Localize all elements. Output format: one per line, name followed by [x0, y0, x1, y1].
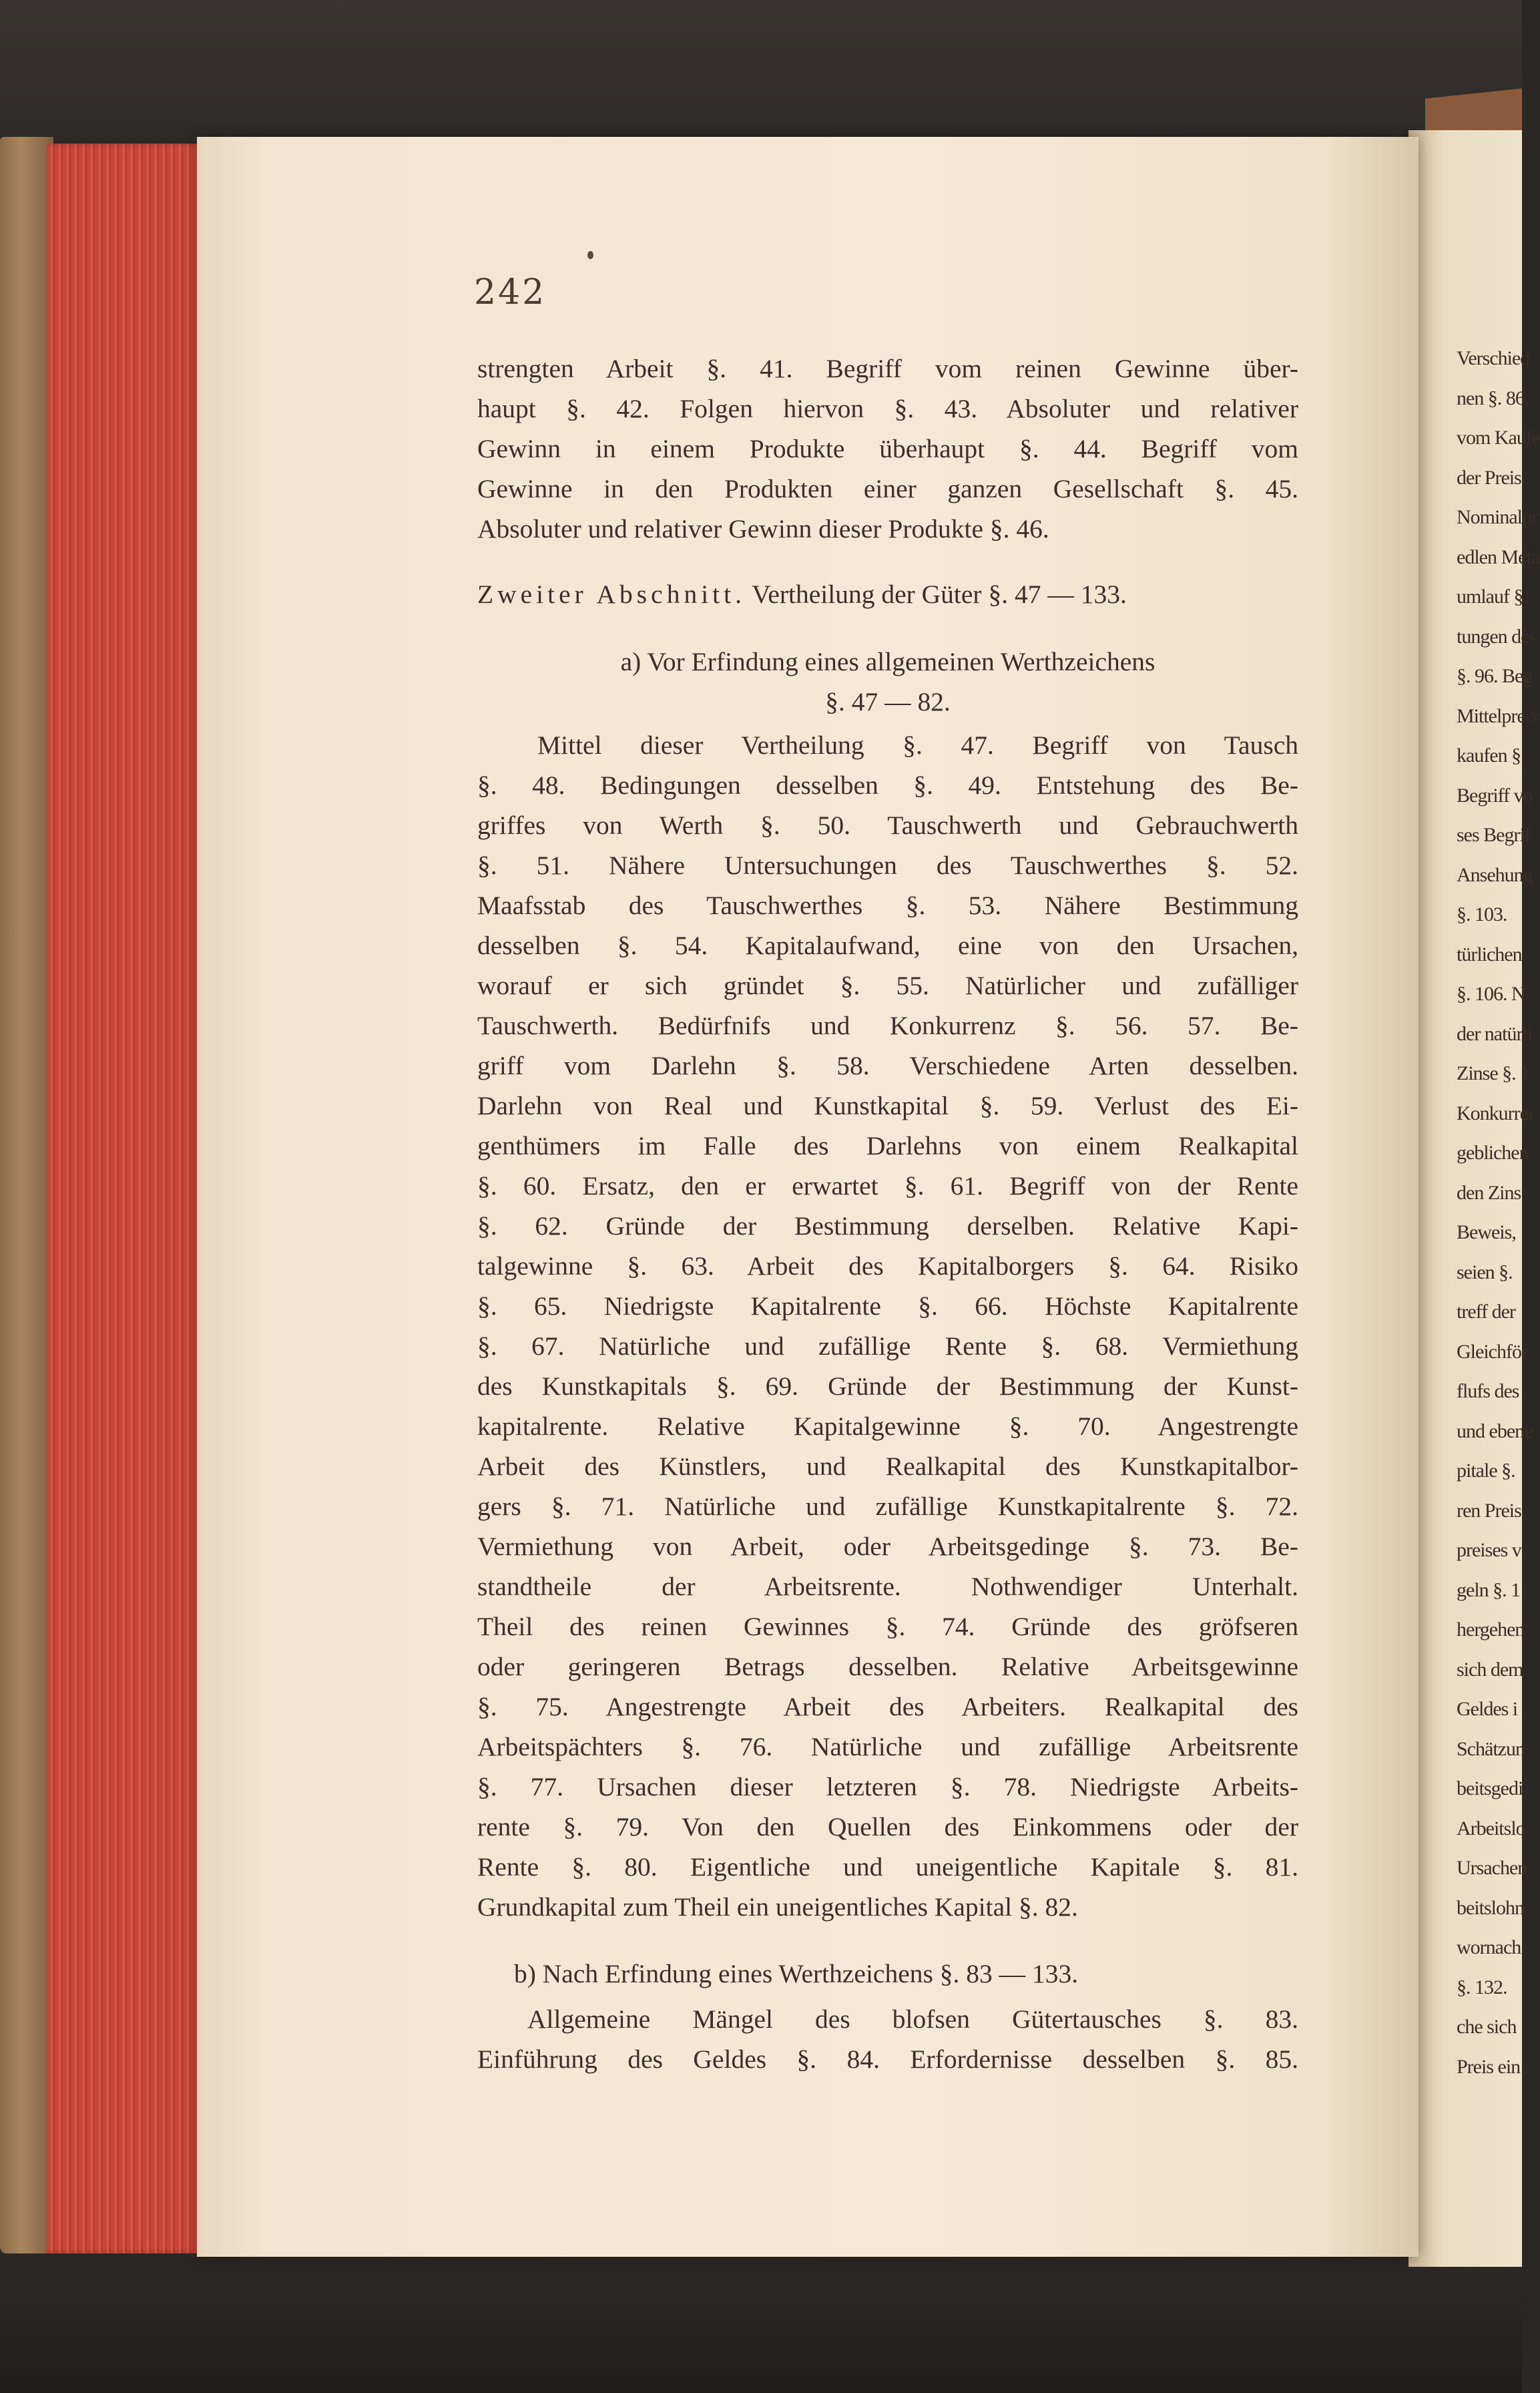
body-line: Arbeit des Künstlers, und Realkapital des Kunstkapitalbor-: [477, 1452, 1298, 1481]
intro-line: haupt §. 42. Folgen hiervon §. 43. Absoluter und relativer: [477, 394, 1298, 423]
subsection-a-range: §. 47 — 82.: [825, 687, 951, 716]
subsection-b-title: b) Nach Erfindung eines Werthzeichens §. 83 — 133.: [514, 1959, 1079, 1988]
facing-page-line: umlauf §.: [1457, 586, 1527, 608]
facing-page-line: vom Kaufe: [1457, 427, 1540, 449]
ink-dot: [587, 251, 593, 259]
facing-page-line: §. 96. Beg: [1457, 665, 1533, 687]
facing-page-line: flufs des: [1457, 1380, 1519, 1402]
facing-page-line: treff der: [1457, 1301, 1515, 1323]
body-line: gers §. 71. Natürliche und zufällige Kunstkapitalrente §. 72.: [477, 1492, 1298, 1521]
facing-page-line: pitale §.: [1457, 1460, 1515, 1482]
body-line: §. 62. Gründe der Bestimmung derselben. Relative Kapi-: [477, 1211, 1298, 1241]
backdrop-top: [0, 0, 1522, 140]
body-line: desselben §. 54. Kapitalaufwand, eine von den Ursachen,: [477, 931, 1298, 960]
body-line: kapitalrente. Relative Kapitalgewinne §. 70. Angestrengte: [477, 1411, 1298, 1441]
facing-page-line: der natürli: [1457, 1022, 1533, 1045]
body-line: Grundkapital zum Theil ein uneigentliches Kapital §. 82.: [477, 1892, 1078, 1922]
backdrop-bottom: [0, 2297, 1522, 2393]
body-line: des Kunstkapitals §. 69. Gründe der Bestimmung der Kunst-: [477, 1371, 1298, 1401]
body-line: griff vom Darlehn §. 58. Verschiedene Arten desselben.: [477, 1051, 1298, 1080]
body-line: §. 75. Angestrengte Arbeit des Arbeiters. Realkapital des: [477, 1692, 1298, 1721]
section-heading: [477, 582, 1298, 608]
body-line: §. 60. Ersatz, den er erwartet §. 61. Begriff von der Rente: [477, 1171, 1298, 1201]
closing-line: Einführung des Geldes §. 84. Erfordernisse desselben §. 85.: [477, 2044, 1298, 2074]
intro-line: strengten Arbeit §. 41. Begriff vom reinen Gewinne über-: [477, 354, 1298, 383]
facing-page-line: Begriff vo: [1457, 784, 1533, 807]
facing-page-line: tungen des: [1457, 625, 1537, 648]
facing-page-line: Mittelpreis: [1457, 704, 1537, 727]
facing-page-line: sich dem: [1457, 1658, 1523, 1681]
facing-page-line: kaufen §.: [1457, 744, 1525, 767]
page-number: 242: [474, 272, 547, 312]
facing-page-line: geblichen: [1457, 1142, 1529, 1164]
facing-page-line: beitslohn: [1457, 1896, 1524, 1919]
body-line: rente §. 79. Von den Quellen des Einkommens oder der: [477, 1812, 1298, 1841]
body-line: Vermiethung von Arbeit, oder Arbeitsgedinge §. 73. Be-: [477, 1532, 1298, 1561]
facing-page-line: nen §. 86.: [1457, 387, 1529, 409]
facing-page-line: Zinse §. 1: [1457, 1062, 1530, 1084]
facing-page-line: §. 132.: [1457, 1976, 1507, 1998]
facing-page-line: Schätzun: [1457, 1737, 1525, 1760]
closing-line: Allgemeine Mängel des blofsen Gütertausches §. 83.: [527, 2004, 1298, 2034]
facing-page-line: wornach: [1457, 1936, 1521, 1958]
section-heading-rest: Vertheilung der Güter §. 47 — 133.: [752, 580, 1127, 609]
facing-page-line: §. 106. N: [1457, 983, 1525, 1005]
facing-page-line: seien §.: [1457, 1261, 1513, 1283]
body-line: §. 67. Natürliche und zufällige Rente §. 68. Vermiethung: [477, 1331, 1298, 1361]
body-line: Rente §. 80. Eigentliche und uneigentliche Kapitale §. 81.: [477, 1852, 1298, 1882]
body-line: Darlehn von Real und Kunstkapital §. 59. Verlust des Ei-: [477, 1091, 1298, 1120]
body-line: Maafsstab des Tauschwerthes §. 53. Nähere Bestimmung: [477, 891, 1298, 920]
body-line: Tauschwerth. Bedürfnifs und Konkurrenz §. 56. 57. Be-: [477, 1011, 1298, 1040]
section-heading-label: Zweiter Abschnitt.: [477, 580, 746, 609]
book-cover-left: [0, 137, 53, 2253]
facing-page-line: der Preis: [1457, 466, 1521, 489]
facing-page-line: hergehen: [1457, 1618, 1525, 1641]
intro-line: Gewinne in den Produkten einer ganzen Gesellschaft §. 45.: [477, 474, 1298, 503]
body-line: §. 65. Niedrigste Kapitalrente §. 66. Höchste Kapitalrente: [477, 1291, 1298, 1321]
facing-page-line: Gleichför: [1457, 1340, 1527, 1363]
intro-line: Gewinn in einem Produkte überhaupt §. 44. Begriff vom: [477, 434, 1298, 463]
body-line: talgewinne §. 63. Arbeit des Kapitalborgers §. 64. Risiko: [477, 1251, 1298, 1281]
subsection-a-title: a) Vor Erfindung eines allgemeinen Werthzeichens: [620, 647, 1156, 676]
facing-page-line: ren Preis: [1457, 1499, 1521, 1522]
facing-page-line: Geldes i: [1457, 1698, 1518, 1720]
facing-page-line: Ursachen: [1457, 1857, 1527, 1879]
facing-page-line: Nominalpr: [1457, 506, 1537, 528]
facing-page-line: Beweis,: [1457, 1221, 1516, 1243]
body-line: worauf er sich gründet §. 55. Natürlicher und zufälliger: [477, 971, 1298, 1000]
facing-page-line: türlichen: [1457, 943, 1522, 965]
body-line: Arbeitspächters §. 76. Natürliche und zufällige Arbeitsrente: [477, 1732, 1298, 1761]
intro-line: Absoluter und relativer Gewinn dieser Produkte §. 46.: [477, 514, 1049, 543]
facing-page-line: Verschied: [1457, 347, 1530, 369]
facing-page-line: Ansehung: [1457, 863, 1533, 886]
facing-page-line: geln §. 1: [1457, 1578, 1521, 1601]
body-line: Mittel dieser Vertheilung §. 47. Begriff von Tausch: [537, 730, 1298, 760]
body-line: oder geringeren Betrags desselben. Relative Arbeitsgewinne: [477, 1652, 1298, 1681]
body-line: standtheile der Arbeitsrente. Nothwendiger Unterhalt.: [477, 1572, 1298, 1601]
facing-page-line: und ebene: [1457, 1420, 1533, 1442]
body-line: griffes von Werth §. 50. Tauschwerth und Gebrauchwerth: [477, 811, 1298, 840]
facing-page-line: Konkurrer: [1457, 1102, 1534, 1124]
body-line: Theil des reinen Gewinnes §. 74. Gründe des gröfseren: [477, 1612, 1298, 1641]
body-line: §. 48. Bedingungen desselben §. 49. Entstehung des Be-: [477, 771, 1298, 800]
facing-page-line: che sich: [1457, 2016, 1517, 2038]
facing-page-line: preises v: [1457, 1539, 1521, 1561]
facing-page-line: Preis ein: [1457, 2055, 1521, 2078]
page-edges-red: [47, 144, 200, 2253]
body-line: §. 51. Nähere Untersuchungen des Tauschwerthes §. 52.: [477, 851, 1298, 880]
facing-page-line: §. 103.: [1457, 903, 1507, 925]
facing-page-line: den Zins: [1457, 1181, 1521, 1204]
body-line: §. 77. Ursachen dieser letzteren §. 78. Niedrigste Arbeits-: [477, 1772, 1298, 1801]
facing-page-line: beitsgedi: [1457, 1777, 1523, 1799]
facing-page-line: Arbeitslo: [1457, 1817, 1525, 1839]
body-line: genthümers im Falle des Darlehns von einem Realkapital: [477, 1131, 1298, 1160]
facing-page-line: ses Begrif: [1457, 824, 1531, 846]
facing-page-line: edlen Meta: [1457, 546, 1540, 568]
